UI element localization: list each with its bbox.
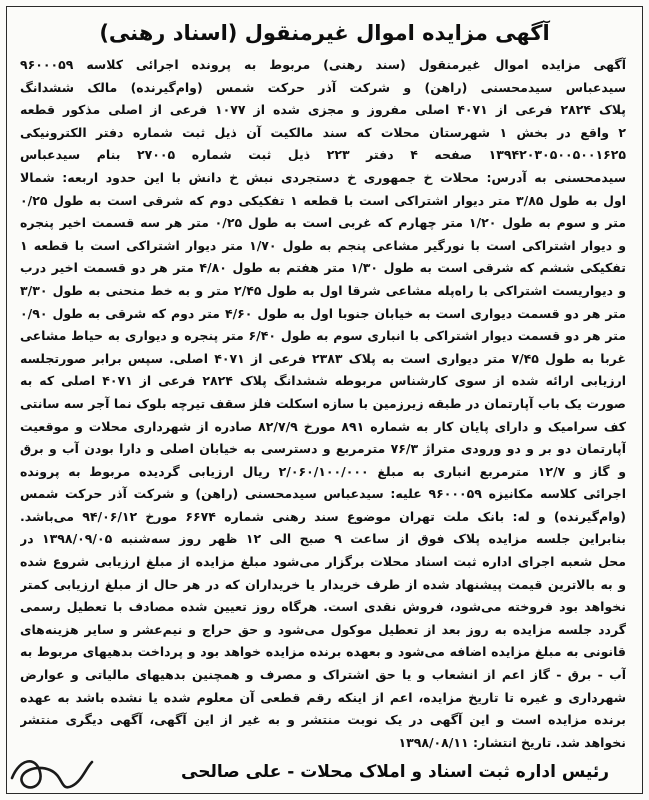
notice-body-line: شهرداری و غیره تا تاریخ مزایده، اعم از اینکه رقم قطعی آن معلوم شده یا نشده باشد به عهده bbox=[20, 689, 626, 705]
notice-body-line: و دیوار اشتراکی است با نورگیر مشاعی پنجم به طول ۱/۷۰ متر دیوار اشتراکی است با قطعه ۱ bbox=[20, 237, 626, 253]
notice-body-line: آگهی مزایده اموال غیرمنقول (سند رهنی) مربوط به پرونده اجرائی کلاسه ۹۶۰۰۰۵۹ bbox=[20, 57, 626, 72]
notice-body-line: ۱۳۹۴۲۰۳۰۵۰۰۵۰۰۱۶۲۵ صفحه ۴ دفتر ۲۲۳ ذیل ثبت شماره ۲۷۰۰۵ بنام سیدعباس bbox=[20, 147, 626, 163]
notice-body-line: آب - برق - گاز اعم از انشعاب و یا حق اشتراک و مصرف و همچنین بدهیهای مالیاتی و عوارض bbox=[20, 667, 626, 683]
notice-body-line: برنده مزایده است و این آگهی در یک نوبت منتشر و به غیر از این آگهی، آگهی دیگری منتشر bbox=[20, 712, 626, 728]
notice-body-line: متر هر دو قسمت دیوار اشتراکی با انباری سوم به طول ۶/۴۰ متر پنجره و دیواری به حیاط مشاعی bbox=[20, 328, 626, 344]
notice-body-line: اجرائی کلاسه مکانیزه ۹۶۰۰۰۵۹ علیه: سیدعباس سیدمحسنی (راهن) و شرکت آذر حرکت شمس bbox=[20, 486, 626, 502]
notice-body-line: و دیواریست اشتراکی با راه‌پله مشاعی شرقا اول به طول ۲/۴۵ متر و به خط منحنی به طول ۳/۳۰ bbox=[20, 282, 626, 298]
notice-body-line: و گاز و ۱۲/۷ مترمربع انباری به مبلغ ۲/۰۶۰/۱۰۰/۰۰۰ ریال ارزیابی گردیده مربوط به پرونده bbox=[20, 463, 626, 479]
notice-body-line: (وام‌گیرنده) و له: بانک ملت تهران موضوع سند رهنی شماره ۶۶۷۴ مورخ ۹۴/۰۶/۱۲ می‌باشد. bbox=[20, 508, 626, 524]
notice-body-line: صورت یک باب آپارتمان در طبقه زیرزمین با سازه اسکلت فلز سقف تیرچه بلوک نما آجر سه سانتی bbox=[20, 395, 626, 411]
notice-body-line: اول به طول ۳/۸۵ متر دیوار اشتراکی است با قطعه ۱ تفکیکی دوم که شرقی است به طول ۰/۲۵ bbox=[20, 192, 626, 208]
notice-body-line: ۲ واقع در بخش ۱ شهرستان محلات که سند مالکیت آن ذیل ثبت شماره دفتر الکترونیکی bbox=[20, 124, 626, 140]
notice-body-line: غربا به طول ۷/۴۵ متر دیواری است به پلاک ۲۳۸۳ فرعی از ۴۰۷۱ اصلی. سپس برابر صورتجلسه bbox=[20, 350, 626, 366]
notice-body-line: گردد جلسه مزایده به روز بعد از تعطیل موکول می‌شود و حق حراج و نیم‌عشر و سایر هزینه‌های bbox=[20, 621, 626, 637]
notice-body-line: متر هر دو قسمت دیواری است به خیابان جنوبا اول به طول ۴/۶۰ متر دوم که شرقی به طول ۰/۹۰ bbox=[20, 305, 626, 321]
notice-body-line: نخواهد شد. تاریخ انتشار: ۱۳۹۸/۰۸/۱۱ bbox=[398, 734, 626, 750]
notice-body bbox=[20, 54, 626, 754]
notice-body-line: بنابراین جلسه مزایده پلاک فوق از ساعت ۹ صبح الی ۱۲ ظهر روز سه‌شنبه ۱۳۹۸/۰۹/۰۵ در bbox=[20, 531, 626, 547]
notice-body-line: متر و سوم به طول ۱/۲۰ متر چهارم که غربی است به طول ۰/۲۵ متر هر سه قسمت اخیر پنجره bbox=[20, 215, 626, 231]
notice-body-line: سیدمحسنی به آدرس: محلات خ جمهوری خ دستجردی نبش خ دانش با این حدود اربعه: شمالا bbox=[20, 169, 626, 185]
notice-body-line: محل شعبه اجرای اداره ثبت اسناد محلات برگزار می‌شود مبلغ مزایده از مبلغ ارزیابی شروع شده bbox=[20, 554, 626, 570]
notice-body-line: و به بالاترین قیمت پیشنهاد شده از طرف خریدار یا خریداران که در هر حال از مبلغ ارزیابی کمتر bbox=[20, 576, 626, 592]
notice-body-line: قانونی به مبلغ مزایده اضافه می‌شود و بعهده برنده مزایده خواهد بود و پرداخت بدهیهای مربوط به bbox=[20, 644, 626, 660]
notice-body-line: پلاک ۲۸۲۴ فرعی از ۴۰۷۱ اصلی مفروز و مجزی شده از ۱۰۷۷ فرعی از اصلی مذکور قطعه bbox=[20, 102, 626, 118]
notice-body-line: نخواهد بود فروخته می‌شود، فروش نقدی است. هرگاه روز تعیین شده مصادف با تعطیل رسمی bbox=[20, 599, 626, 615]
notice-body-line: سیدعباس سیدمحسنی (راهن) و شرکت آذر حرکت شمس (وام‌گیرنده) مالک ششدانگ bbox=[20, 79, 626, 95]
handwritten-mark-icon bbox=[6, 748, 96, 796]
notice-body-line: کف سرامیک و دارای پایان کار به شماره ۸۹۱ مورخ ۸۲/۷/۹ صادره از شهرداری محلات و موقعیت bbox=[20, 418, 626, 434]
notice-body-line: تفکیکی ششم که شرقی است به طول ۱/۳۰ متر هفتم به طول ۴/۸۰ متر هر دو قسمت اخیر درب bbox=[20, 260, 626, 276]
notice-body-line: آپارتمان دو بر و دو ورودی متراژ ۷۶/۳ مترمربع و دسترسی به خیابان اصلی و دارا بودن آب و برق bbox=[20, 441, 626, 457]
signature-line: رئیس اداره ثبت اسناد و املاک محلات - علی صالحی bbox=[181, 762, 609, 782]
notice-title: آگهی مزایده اموال غیرمنقول (اسناد رهنی) bbox=[99, 21, 550, 45]
notice-body-line: ارزیابی ارائه شده از سوی کارشناس مربوطه ششدانگ پلاک ۲۸۲۴ فرعی از ۴۰۷۱ اصلی که به bbox=[20, 373, 626, 389]
